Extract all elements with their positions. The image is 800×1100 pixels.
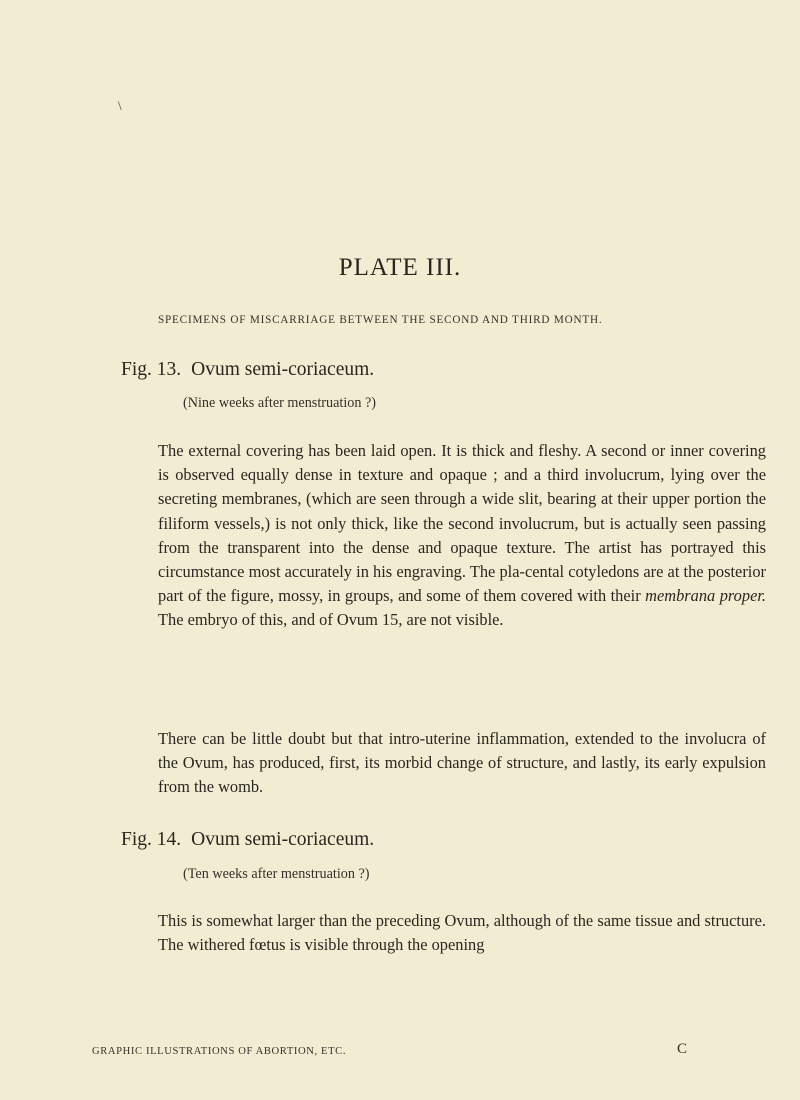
fig-14-paragraph-1: This is somewhat larger than the preceding Ovum, although of the same tissue and structure. The withered fœtus is visible through the opening <box>158 911 766 955</box>
fig-14-heading <box>121 829 374 851</box>
stray-mark: \ <box>118 98 122 113</box>
fig-13-heading <box>121 359 374 381</box>
footer-running-title: GRAPHIC ILLUSTRATIONS OF ABORTION, ETC. <box>92 1046 347 1057</box>
fig-13-paragraph-1-text: The external covering has been laid open. It is thick and fleshy. A second or inner covering is observed equally dense in texture and opaque ; and a third involucrum, lying over the secreting membranes, (which are seen through a wide slit, bearing at their upper portion the filiform vessels,) is not only thick, like the second involucrum, but is actually seen passing from the transparent into the dense and opaque texture. The artist has portrayed this circumstance most accurately in his engraving. The pla-cental cotyledons are at the posterior part of the figure, mossy, in groups, and some of them covered with their <box>158 441 766 606</box>
footer-signature: C <box>677 1041 688 1057</box>
fig-14-label: Fig. 14. <box>121 829 182 850</box>
fig-13-note: (Nine weeks after menstruation ?) <box>183 395 377 411</box>
plate-title: PLATE III. <box>338 254 462 281</box>
fig-13-paragraph-1-italic: membrana proper. <box>645 586 767 606</box>
fig-13-paragraph-1-end: The embryo of this, and of Ovum 15, are not visible. <box>158 610 504 630</box>
fig-13-paragraph-1 <box>158 439 766 633</box>
fig-13-title: Ovum semi-coriaceum. <box>191 359 375 380</box>
fig-13-label: Fig. 13. <box>121 359 182 380</box>
fig-13-paragraph-2: There can be little doubt but that intro-uterine inflammation, extended to the involucra of the Ovum, has produced, first, its morbid change of structure, and lastly, its early expulsion from the womb. <box>158 729 766 797</box>
fig-14-title: Ovum semi-coriaceum. <box>191 829 375 850</box>
fig-14-note: (Ten weeks after menstruation ?) <box>183 866 370 882</box>
plate-subtitle: SPECIMENS OF MISCARRIAGE BETWEEN THE SECOND AND THIRD MONTH. <box>158 314 603 326</box>
